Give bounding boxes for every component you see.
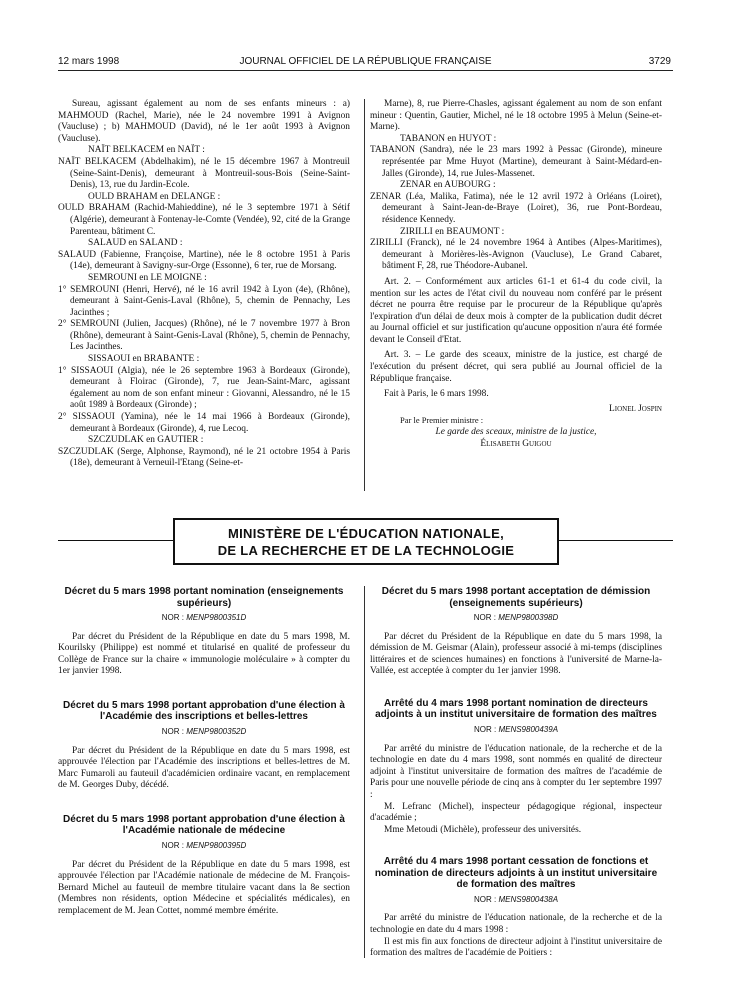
decree-body-item: Mme Metoudi (Michèle), professeur des universités. bbox=[384, 824, 582, 835]
decree-body: Par arrêté du ministre de l'éducation nationale, de la recherche et de la technologie en date du 4 mars 1998, sont nommés en qualité de directeur adjoint à l'institut universitaire de formation des maîtres de l'académie de Paris pour une nouvelle période de cinq ans à compter du 1er septembre 1997 : bbox=[370, 743, 662, 800]
nor-code: MENP9800352D bbox=[186, 726, 247, 736]
nor-code: MENP9800398D bbox=[498, 613, 559, 622]
name-change-heading: OULD BRAHAM en DELANGE : bbox=[88, 191, 221, 202]
left-column-upper bbox=[58, 99, 350, 470]
name-change-heading: TABANON en HUYOT : bbox=[400, 133, 497, 144]
signatory-justice-minister: Élisabeth Guigou bbox=[480, 438, 552, 449]
nor-label: NOR : bbox=[473, 613, 496, 622]
decree-body: Par décret du Président de la République en date du 5 mars 1998, est approuvée l'élection par l'Académie nationale de médecine de M. François-Bernard Michel au fauteuil de membre titulaire vacant dans la 8e section (Membres non résidents, option Médecine et spécialités médicales), en remplacement de M. Jean Cottet, nommé membre émérite. bbox=[58, 859, 350, 916]
nor-reference bbox=[370, 894, 662, 906]
nor-label: NOR : bbox=[161, 613, 184, 622]
paragraph: 2° SEMROUNI (Julien, Jacques) (Rhône), né le 7 novembre 1977 à Bron (Rhône), demeurant à Saint-Genis-Laval (Rhône), 5, chemin de Pennachy, Les Jacinthes. bbox=[58, 319, 350, 353]
paragraph: 1° SISSAOUI (Algia), née le 26 septembre 1963 à Bordeaux (Gironde), demeurant à Floirac (Gironde), 7, rue Jean-Saint-Marc, agissant également au nom de son enfant mineur : Giovanni, Alessandro, né le 15 août 1989 à Bordeaux (Gironde) ; bbox=[58, 365, 350, 411]
decree-title: Arrêté du 4 mars 1998 portant nomination de directeurs adjoints à un institut universitaire de formation des maîtres bbox=[375, 697, 657, 721]
banner-line-1: MINISTÈRE DE L'ÉDUCATION NATIONALE, bbox=[228, 526, 504, 541]
name-change-heading: SISSAOUI en BRABANTE : bbox=[88, 354, 200, 365]
decree-title: Décret du 5 mars 1998 portant acceptation de démission (enseignements supérieurs) bbox=[381, 586, 651, 609]
right-column-upper bbox=[370, 99, 662, 450]
nor-code: MENS9800439A bbox=[498, 724, 559, 734]
right-column-lower bbox=[370, 586, 662, 960]
paragraph: OULD BRAHAM (Rachid-Mahieddine), né le 3 septembre 1971 à Sétif (Algérie), demeurant à Fontenay-le-Comte (Vendée), 92, cité de la Grange Parenteau, bâtiment C. bbox=[58, 203, 350, 237]
paragraph: Sureau, agissant également au nom de ses enfants mineurs : a) MAHMOUD (Rachel, Marie), née le 24 novembre 1991 à Avignon (Vaucluse) ; b) MAHMOUD (David), né le 1er août 1993 à Avignon (Vaucluse). bbox=[58, 99, 350, 144]
paragraph: NAÏT BELKACEM (Abdelhakim), né le 15 décembre 1967 à Montreuil (Seine-Saint-Denis), demeurant à Montreuil-sous-Bois (Seine-Saint-Denis), 13, rue du Jardin-Ecole. bbox=[58, 156, 350, 191]
decree-title: Décret du 5 mars 1998 portant approbation d'une élection à l'Académie nationale de médecine bbox=[63, 813, 345, 837]
name-change-heading: SEMROUNI en LE MOIGNE : bbox=[88, 272, 207, 283]
paragraph: SZCZUDLAK (Serge, Alphonse, Raymond), né le 21 octobre 1954 à Paris (18e), demeurant à Verneuil-l'Etang (Seine-et- bbox=[58, 446, 350, 469]
decree-body: Par décret du Président de la République en date du 5 mars 1998, est approuvée l'élection par l'Académie des inscriptions et belles-lettres de M. Marc Fumaroli au fauteuil d'académicien ordinaire vacant, en remplacement de M. Georges Duby, décédé. bbox=[58, 745, 350, 791]
decree-title: Arrêté du 4 mars 1998 portant cessation de fonctions et nomination de directeurs adjoints à un institut universitaire de formation des maîtres bbox=[374, 856, 658, 891]
nor-reference bbox=[58, 840, 350, 852]
banner-line-2: DE LA RECHERCHE ET DE LA TECHNOLOGIE bbox=[217, 543, 515, 558]
left-column-lower bbox=[58, 586, 350, 918]
decree-body: Par décret du Président de la République en date du 5 mars 1998, M. Kourilsky (Philippe) est nommé et titularisé en qualité de professeur du Collège de France sur la chaire « immunologie moléculaire » à compter du 1er janvier 1998. bbox=[58, 631, 350, 677]
decree-body: Par décret du Président de la République en date du 5 mars 1998, la démission de M. Geismar (Alain), professeur associé à mi-temps (disciplines littéraires et de sciences humaines) en fonctions à l'université de Marne-la-Vallée, est acceptée à compter du 1er janvier 1998. bbox=[370, 631, 662, 677]
nor-reference bbox=[370, 724, 662, 736]
paragraph: Marne), 8, rue Pierre-Chasles, agissant également au nom de son enfant mineur : Quentin, Gautier, Michel, né le 18 octobre 1995 à Melun (Seine-et-Marne). bbox=[370, 99, 662, 133]
column-divider bbox=[364, 586, 365, 958]
nor-label: NOR : bbox=[473, 724, 497, 734]
name-change-heading: ZIRILLI en BEAUMONT : bbox=[400, 226, 505, 237]
paragraph: TABANON (Sandra), née le 23 mars 1992 à Pessac (Gironde), mineure représentée par Mme Huyot (Martine), demeurant à Saint-Médard-en-Jalles (Gironde), 14, rue Jules-Massenet. bbox=[370, 145, 662, 179]
paragraph: ZIRILLI (Franck), né le 24 novembre 1964 à Antibes (Alpes-Maritimes), demeurant à Morières-lès-Avignon (Vaucluse), Le Grand Cabaret, bâtiment F, 28, rue Théodore-Aubanel. bbox=[370, 238, 662, 272]
name-change-heading: ZENAR en AUBOURG : bbox=[400, 180, 496, 191]
nor-code: MENP9800351D bbox=[186, 613, 247, 622]
name-change-heading: NAÏT BELKACEM en NAÏT : bbox=[88, 145, 205, 156]
nor-label: NOR : bbox=[161, 840, 184, 850]
article-3: Art. 3. – Le garde des sceaux, ministre de la justice, est chargé de l'exécution du présent décret, qui sera publié au Journal officiel de la République française. bbox=[370, 350, 662, 384]
nor-code: MENP9800395D bbox=[186, 840, 247, 850]
nor-code: MENS9800438A bbox=[498, 894, 559, 904]
paragraph: ZENAR (Léa, Malika, Fatima), née le 12 avril 1972 à Orléans (Loiret), demeurant à Saint-Jean-de-Braye (Loiret), 36, rue Pont-Bordeau, résidence Kennedy. bbox=[370, 191, 662, 225]
name-change-heading: SZCZUDLAK en GAUTIER : bbox=[88, 435, 204, 446]
paragraph: 1° SEMROUNI (Henri, Hervé), né le 16 avril 1942 à Lyon (4e), (Rhône), demeurant à Saint-Genis-Laval (Rhône), 5, chemin de Pennachy, Les Jacinthes ; bbox=[58, 284, 350, 318]
column-divider bbox=[364, 99, 365, 491]
signatory-prime-minister: Lionel Jospin bbox=[609, 403, 662, 414]
decree-body-item: M. Lefranc (Michel), inspecteur pédagogique régional, inspecteur d'académie ; bbox=[370, 801, 662, 824]
nor-reference bbox=[58, 726, 350, 738]
header-date: 12 mars 1998 bbox=[58, 56, 120, 67]
decree-body: Par arrêté du ministre de l'éducation nationale, de la recherche et de la technologie en date du 4 mars 1998 : bbox=[370, 913, 662, 935]
signature-by-line: Par le Premier ministre : bbox=[400, 415, 484, 426]
article-2: Art. 2. – Conformément aux articles 61-1 et 61-4 du code civil, la mention sur les actes de l'état civil du nouveau nom conféré par le présent décret ne pourra être requise par le procureur de la République qu'après l'expiration d'un délai de deux mois à compter de la publication dudit décret au Journal officiel et sur justification qu'aucune opposition n'aura été formée devant le Conseil d'Etat. bbox=[370, 276, 662, 345]
signatory-title: Le garde des sceaux, ministre de la justice, bbox=[435, 427, 597, 438]
name-change-heading: SALAUD en SALAND : bbox=[88, 238, 183, 249]
signature-date: Fait à Paris, le 6 mars 1998. bbox=[384, 389, 489, 400]
paragraph: SALAUD (Fabienne, Françoise, Martine), née le 8 octobre 1951 à Paris (14e), demeurant à Savigny-sur-Orge (Essonne), 6 ter, rue de Morsang. bbox=[58, 249, 350, 272]
nor-reference bbox=[370, 612, 662, 624]
ministry-banner bbox=[173, 518, 559, 565]
header-rule bbox=[58, 70, 673, 71]
header-page-number: 3729 bbox=[648, 56, 671, 67]
nor-reference bbox=[58, 612, 350, 624]
nor-label: NOR : bbox=[161, 726, 184, 736]
header-journal-title: JOURNAL OFFICIEL DE LA RÉPUBLIQUE FRANÇAISE bbox=[239, 56, 492, 67]
decree-title: Décret du 5 mars 1998 portant approbation d'une élection à l'Académie des inscriptions et belles-lettres bbox=[63, 699, 345, 723]
nor-label: NOR : bbox=[473, 894, 497, 904]
decree-title: Décret du 5 mars 1998 portant nomination (enseignements supérieurs) bbox=[64, 586, 344, 609]
decree-body-item: Il est mis fin aux fonctions de directeur adjoint à l'institut universitaire de formation des maîtres de l'académie de Poitiers : bbox=[370, 936, 662, 959]
paragraph: 2° SISSAOUI (Yamina), née le 14 mai 1966 à Bordeaux (Gironde), demeurant à Bordeaux (Gironde), 4, rue Lecoq. bbox=[58, 412, 350, 434]
